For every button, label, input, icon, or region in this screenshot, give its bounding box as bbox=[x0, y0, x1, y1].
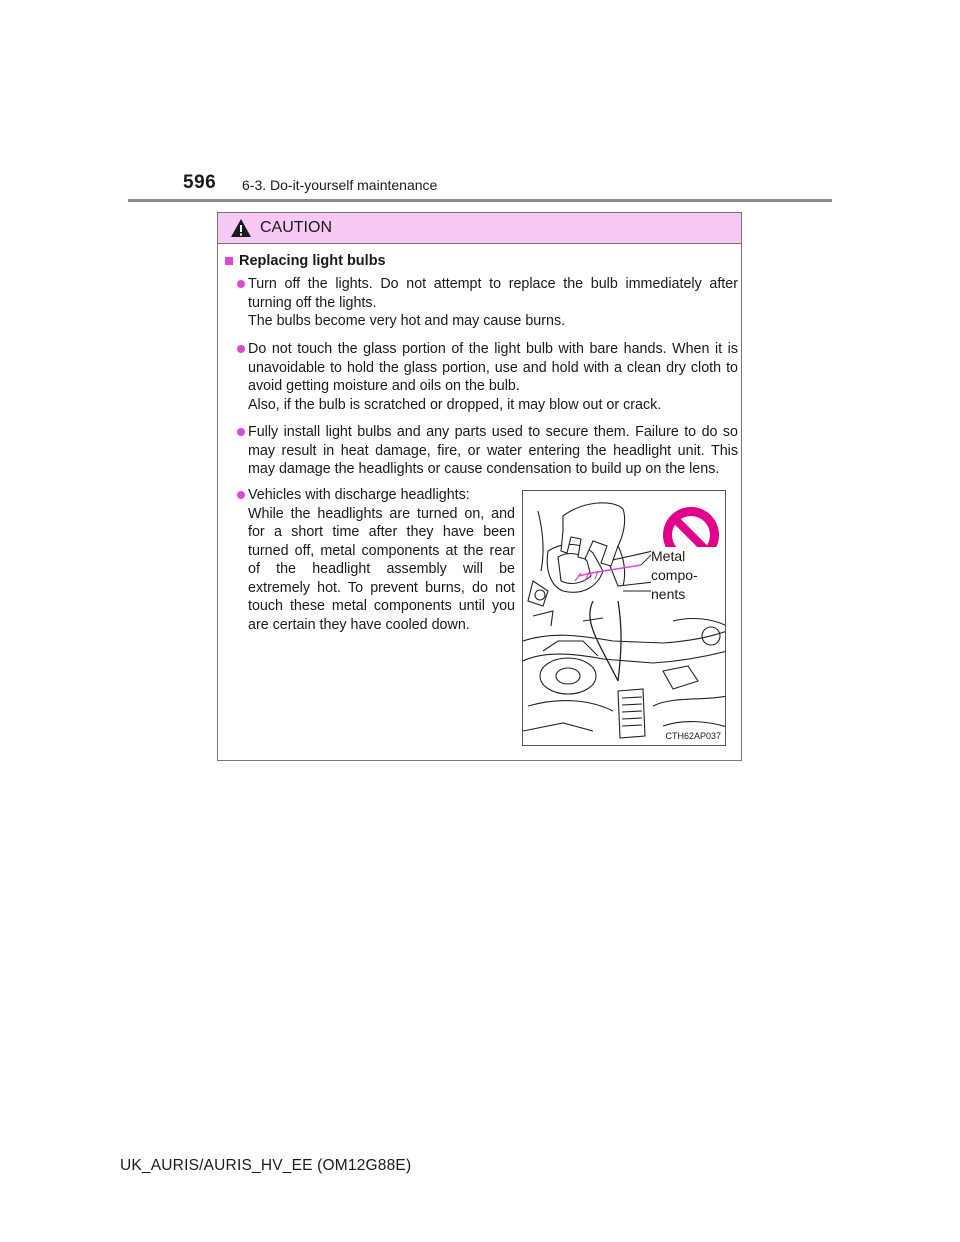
header-divider bbox=[128, 199, 832, 202]
caution-header bbox=[218, 213, 741, 244]
bullet-text: Vehicles with discharge headlights: While the headlights are turned on, and for a short time after they have been turned off, metal components at the rear of the headlight assembly will be extremely hot. To prevent burns, do not touch these metal components until you are certain they have cooled down. bbox=[248, 487, 515, 633]
engine-bay-drawing bbox=[523, 491, 726, 746]
section-title: 6-3. Do-it-yourself maintenance bbox=[242, 177, 438, 193]
bullet-text: Do not touch the glass portion of the light bulb with bare hands. When it is unavoidable to hold the glass portion, use and hold with a clean dry cloth to avoid getting moisture and oils on the bulb. Also, if the bulb is scratched or dropped, it may blow out or crack. bbox=[248, 341, 738, 413]
bullet-dot-icon bbox=[237, 345, 245, 353]
figure-code: CTH62AP037 bbox=[665, 731, 721, 741]
page-number: 596 bbox=[183, 172, 217, 193]
caution-label: CAUTION bbox=[260, 219, 332, 236]
caution-subheading bbox=[225, 253, 386, 269]
bullet-text: Fully install light bulbs and any parts used to secure them. Failure to do so may result in heat damage, fire, or water entering the headlight unit. This may damage the headlights or cause condensation to build up on the lens. bbox=[248, 424, 738, 477]
headlight-illustration bbox=[522, 490, 726, 746]
metal-components-callout: Metal compo- nents bbox=[651, 547, 721, 604]
bullet-dot-icon bbox=[237, 491, 245, 499]
bullet-text: Turn off the lights. Do not attempt to replace the bulb immediately after turning off the lights. The bulbs become very hot and may cause burns. bbox=[248, 276, 738, 329]
bullet-dot-icon bbox=[237, 280, 245, 288]
bullet-dot-icon bbox=[237, 428, 245, 436]
warning-triangle-icon bbox=[230, 218, 252, 238]
document-footer: UK_AURIS/AURIS_HV_EE (OM12G88E) bbox=[120, 1157, 412, 1174]
caution-box bbox=[217, 212, 742, 761]
subheading-text: Replacing light bulbs bbox=[239, 253, 386, 269]
square-bullet-icon bbox=[225, 257, 233, 265]
